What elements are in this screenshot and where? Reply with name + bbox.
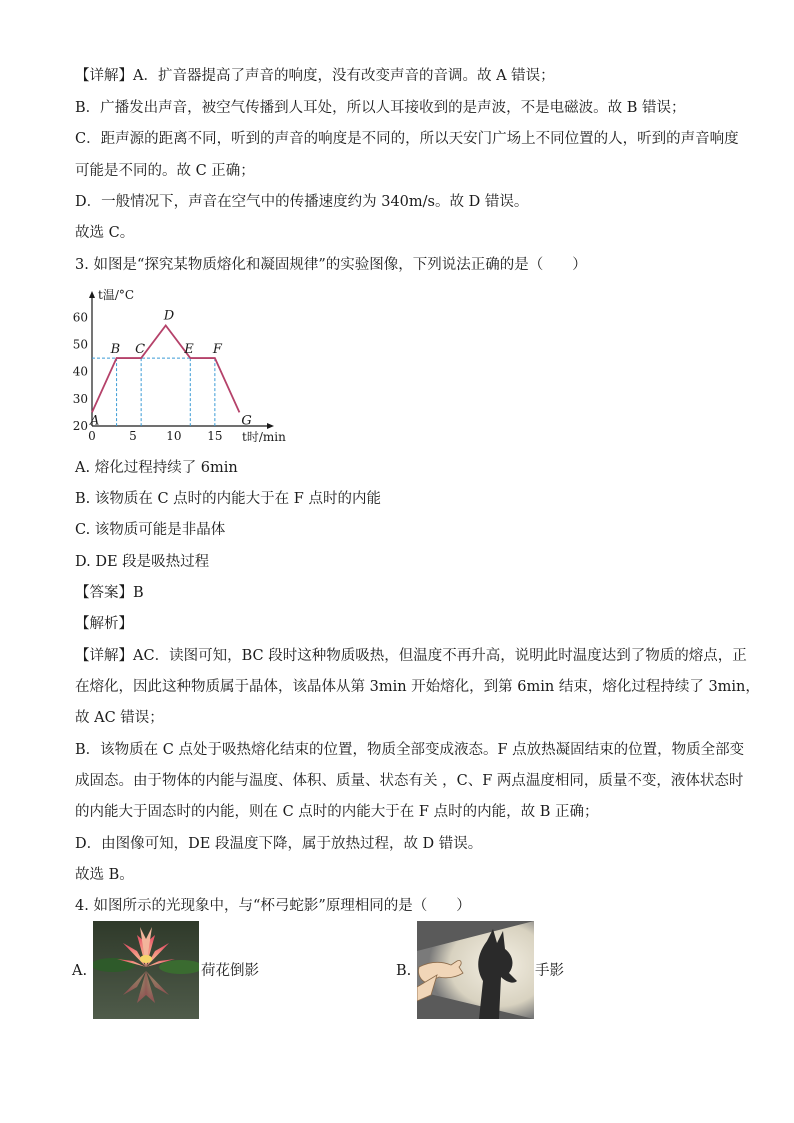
option-b-letter: B. (396, 963, 412, 979)
text-line: 的内能大于固态时的内能，则在 C 点时的内能大于在 F 点时的内能，故 B 正确； (75, 804, 599, 820)
text-line: 故 AC 错误； (75, 710, 164, 726)
y-tick-label: 60 (72, 310, 88, 325)
text-line: B．该物质在 C 点处于吸热熔化结束的位置，物质全部变成液态。F 点放热凝固结束的位置，物质全部变 (75, 742, 745, 758)
text-line: C．距声源的距离不同，听到的声音的响度是不同的，所以天安门广场上不同位置的人，听到的声音响度 (75, 131, 739, 147)
text-line: D．一般情况下，声音在空气中的传播速度约为 340m/s。故 D 错误。 (75, 194, 529, 210)
point-label: C (135, 342, 146, 358)
option-a-caption: 荷花倒影 (201, 963, 259, 979)
text-line: 成固态。由于物体的内能与温度、体积、质量、状态有关 ，C、F 两点温度相同，质量不变，液体状态时 (75, 773, 744, 789)
y-tick-label: 40 (72, 364, 88, 379)
option-a-letter: A. (72, 963, 88, 979)
y-axis-arrow (89, 291, 95, 298)
text-line: 故选 B。 (75, 867, 134, 883)
x-tick-label: 15 (207, 429, 223, 443)
answer-heading: 【答案】B (75, 585, 144, 601)
text-line: 【详解】AC．读图可知，BC 段时这种物质吸热，但温度不再升高，说明此时温度达到了物质的熔点，正 (75, 648, 747, 664)
x-axis-label: t时/min (242, 430, 286, 444)
analysis-heading: 【解析】 (75, 616, 133, 632)
text-line: 可能是不同的。故 C 正确； (75, 163, 255, 179)
question-3: 3. 如图是“探究某物质熔化和凝固规律”的实验图像，下列说法正确的是（ ） (75, 257, 587, 273)
series-line (92, 325, 239, 412)
y-axis-label: t温/°C (98, 288, 135, 302)
point-label: A (90, 413, 100, 429)
y-tick-label: 50 (72, 337, 88, 352)
text-line: B．广播发出声音，被空气传播到人耳处，所以人耳接收到的是声波，不是电磁波。故 B 错误； (75, 100, 686, 116)
option-a: A. 熔化过程持续了 6min (75, 460, 238, 476)
hand-shadow-image (417, 921, 534, 1019)
text-line: 故选 C。 (75, 225, 135, 241)
x-tick-label: 5 (129, 429, 137, 443)
text-line: 【详解】A．扩音器提高了声音的响度，没有改变声音的音调。故 A 错误； (75, 68, 555, 84)
x-tick-label: 10 (166, 429, 182, 443)
text-line: 在熔化，因此这种物质属于晶体，该晶体从第 3min 开始熔化，到第 6min 结束，熔化过程持续了 3min， (75, 679, 760, 695)
point-label: F (212, 342, 222, 358)
option-c: C. 该物质可能是非晶体 (75, 522, 226, 538)
option-d: D. DE 段是吸热过程 (75, 554, 210, 570)
x-tick-label: 0 (88, 429, 96, 443)
y-tick-label: 30 (72, 391, 88, 406)
option-b: B. 该物质在 C 点时的内能大于在 F 点时的内能 (75, 491, 381, 507)
point-label: E (184, 342, 194, 358)
point-label: B (110, 342, 121, 358)
y-tick-label: 20 (72, 419, 88, 433)
point-label: G (241, 413, 252, 429)
text-line: D．由图像可知，DE 段温度下降，属于放热过程，故 D 错误。 (75, 836, 483, 852)
x-axis-arrow (267, 423, 274, 429)
melting-chart (68, 283, 298, 453)
option-b-caption: 手影 (535, 963, 564, 979)
lotus-reflection-image (93, 921, 199, 1019)
point-label: D (163, 308, 175, 324)
question-4: 4. 如图所示的光现象中，与“杯弓蛇影”原理相同的是（ ） (75, 898, 471, 914)
